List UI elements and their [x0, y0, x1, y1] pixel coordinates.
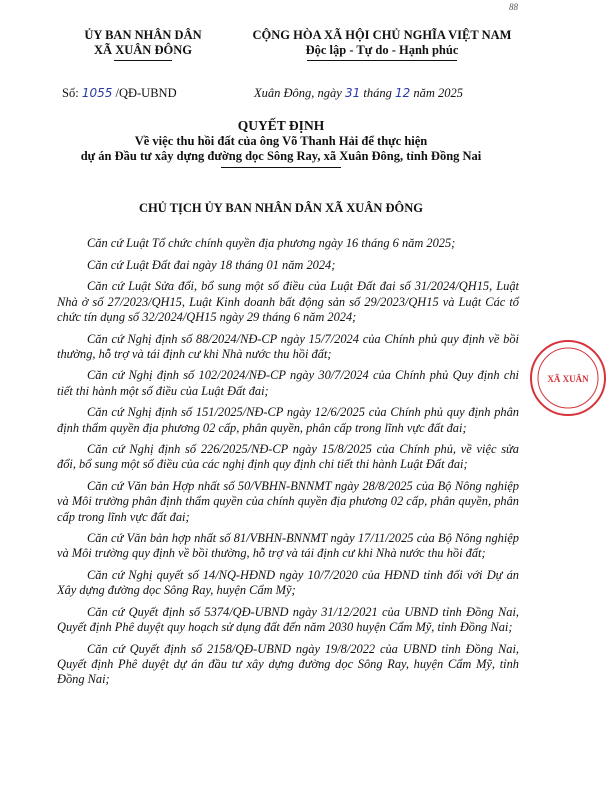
- agency-line-2: XÃ XUÂN ĐÔNG: [94, 43, 192, 57]
- issuing-agency: [48, 28, 238, 61]
- title-main: QUYẾT ĐỊNH: [237, 118, 325, 133]
- title-underline: [221, 167, 341, 168]
- national-heading: [222, 28, 542, 61]
- legal-basis-item: Căn cứ Nghị định số 151/2025/NĐ-CP ngày 12/6/2025 của Chính phủ quy định phân định thẩm quyền địa phương 02 cấp, phân quyền, phân cấp trong lĩnh vực đất đai;: [57, 405, 519, 435]
- handwritten-month: 12: [394, 86, 411, 100]
- motto-underline: [307, 60, 457, 61]
- seal-text: XÃ XUÂN: [547, 374, 589, 384]
- legal-basis-item: Căn cứ Nghị quyết số 14/NQ-HĐND ngày 10/7/2020 của HĐND tỉnh đối với Dự án Xây dựng đường dọc Sông Ray, huyện Cẩm Mỹ;: [57, 568, 519, 598]
- legal-basis-list: [57, 236, 519, 694]
- handwritten-number: 1055: [81, 86, 113, 100]
- legal-basis-item: Căn cứ Luật Đất đai ngày 18 tháng 01 năm 2024;: [87, 257, 336, 272]
- title-line-1: Về việc thu hồi đất của ông Võ Thanh Hải để thực hiện: [134, 134, 428, 148]
- legal-basis-item: Căn cứ Quyết định số 5374/QĐ-UBND ngày 31/12/2021 của UBND tỉnh Đồng Nai, Quyết định Phê duyệt quy hoạch sử dụng đất đến năm 2030 huyện Cẩm Mỹ, tỉnh Đồng Nai;: [57, 605, 519, 635]
- handwritten-day: 31: [344, 86, 361, 100]
- legal-basis-item: Căn cứ Văn bản hợp nhất số 81/VBHN-BNNMT ngày 17/11/2025 của Bộ Nông nghiệp và Môi trường quy định về bồi thường, hỗ trợ và tái định cư khi Nhà nước thu hồi đất;: [57, 531, 519, 561]
- issuing-authority: CHỦ TỊCH ỦY BAN NHÂN DÂN XÃ XUÂN ĐÔNG: [138, 201, 424, 215]
- legal-basis-item: Căn cứ Luật Sửa đổi, bổ sung một số điều của Luật Đất đai số 31/2024/QH15, Luật Nhà ở số 27/2023/QH15, Luật Kinh doanh bất động sản số 29/2023/QH15 và Luật Các tổ chức tín dụng số 32/2024/QH15 ngày 29 tháng 6 năm 2024;: [57, 279, 519, 324]
- decision-title: [0, 118, 562, 168]
- legal-basis-item: Căn cứ Quyết định số 2158/QĐ-UBND ngày 19/8/2022 của UBND tỉnh Đồng Nai, Quyết định Phê duyệt dự án đầu tư xây dựng đường dọc Sông Ray, huyện Cẩm Mỹ, tỉnh Đồng Nai;: [57, 641, 519, 687]
- document-number: Số: 1055 /QĐ-UBND: [62, 86, 177, 100]
- legal-basis-item: Căn cứ Luật Tổ chức chính quyền địa phương ngày 16 tháng 6 năm 2025;: [87, 236, 456, 250]
- legal-basis-item: Căn cứ Nghị định số 226/2025/NĐ-CP ngày 15/8/2025 của Chính phủ, về việc sửa đổi, bổ sung một số điều của các nghị định quy định chi tiết thi hành Luật Đất đai;: [57, 442, 519, 472]
- agency-underline: [114, 60, 172, 61]
- nation-name: CỘNG HÒA XÃ HỘI CHỦ NGHĨA VIỆT NAM: [252, 28, 512, 42]
- title-line-2: dự án Đầu tư xây dựng đường dọc Sông Ray, xã Xuân Đông, tỉnh Đồng Nai: [80, 149, 482, 163]
- legal-basis-item: Căn cứ Văn bản Hợp nhất số 50/VBHN-BNNMT ngày 28/8/2025 của Bộ Nông nghiệp và Môi trường phân định thẩm quyền của chính quyền địa phương 02 cấp, phân quyền, phân cấp trong lĩnh vực đất đai;: [57, 479, 519, 524]
- document-header: [0, 28, 562, 108]
- legal-basis-item: Căn cứ Nghị định số 88/2024/NĐ-CP ngày 15/7/2024 của Chính phủ quy định về bồi thường, hỗ trợ và tái định cư khi Nhà nước thu hồi đất;: [57, 331, 519, 361]
- national-motto: Độc lập - Tự do - Hạnh phúc: [305, 43, 459, 57]
- official-seal: [528, 338, 608, 418]
- legal-basis-item: Căn cứ Nghị định số 102/2024/NĐ-CP ngày 30/7/2024 của Chính phủ Quy định chi tiết thi hành một số điều của Luật Đất đai;: [57, 368, 519, 398]
- agency-line-1: ỦY BAN NHÂN DÂN: [84, 28, 202, 42]
- page-number: 88: [509, 2, 518, 12]
- document-date: Xuân Đông, ngày 31 tháng 12 năm 2025: [254, 86, 464, 100]
